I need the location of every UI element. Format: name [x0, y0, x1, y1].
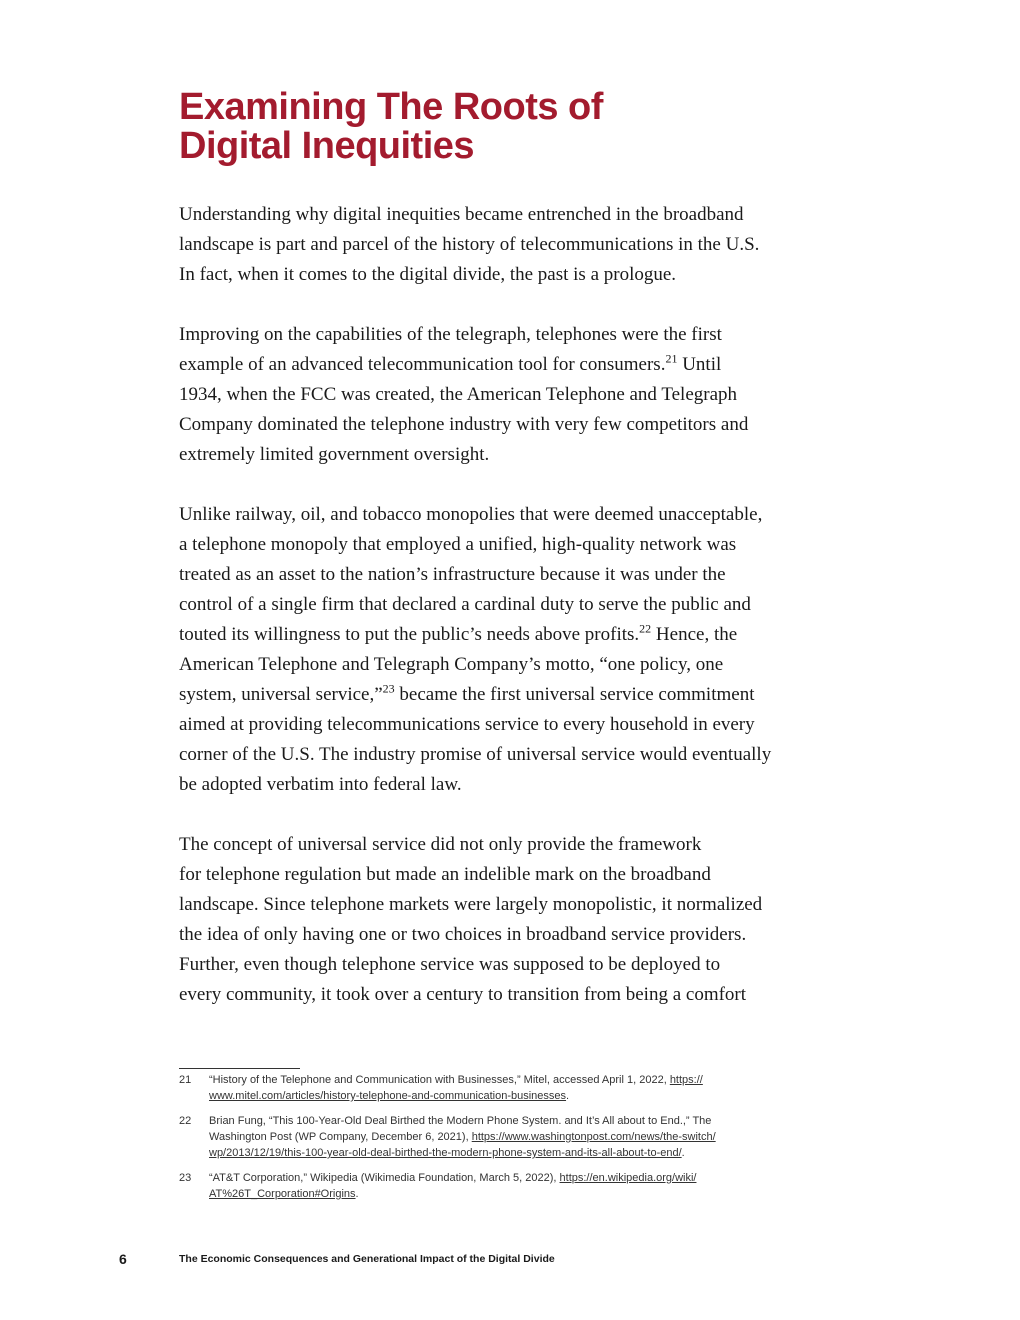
- text-line: [179, 350, 799, 380]
- footnote-21: [179, 1072, 799, 1104]
- footnote-text: .: [355, 1188, 359, 1200]
- text-fragment: system, universal service,”: [179, 684, 383, 705]
- text-line: control of a single firm that declared a cardinal duty to serve the public and: [179, 594, 751, 615]
- text-line: be adopted verbatim into federal law.: [179, 774, 462, 795]
- footnote-text: .: [681, 1147, 685, 1159]
- page-title: [179, 88, 799, 166]
- footnote-23: [179, 1170, 799, 1202]
- footnote-link[interactable]: wp/2013/12/19/this-100-year-old-deal-birthed-the-modern-phone-system-and-its-all-about-to-end/: [209, 1147, 682, 1159]
- footnote-22: [179, 1113, 799, 1161]
- footnote-line: [209, 1088, 799, 1104]
- paragraph-1: [179, 200, 799, 290]
- text-line: Understanding why digital inequities became entrenched in the broadband: [179, 204, 744, 225]
- footnote-link[interactable]: https://www.washingtonpost.com/news/the-switch/: [471, 1131, 716, 1143]
- text-line: [179, 680, 799, 710]
- paragraph-2: [179, 320, 799, 470]
- paragraph-3: [179, 500, 799, 800]
- footnote-ref-22[interactable]: 22: [639, 621, 652, 636]
- footnote-ref-23[interactable]: 23: [382, 681, 395, 696]
- text-fragment: example of an advanced telecommunication tool for consumers.: [179, 354, 666, 375]
- text-fragment: Until: [677, 354, 722, 375]
- text-line: aimed at providing telecommunications service to every household in every: [179, 714, 755, 735]
- running-title: The Economic Consequences and Generational Impact of the Digital Divide: [179, 1253, 555, 1265]
- text-line: extremely limited government oversight.: [179, 444, 490, 465]
- footnote-link[interactable]: AT%26T_Corporation#Origins: [209, 1188, 356, 1200]
- footnote-divider: [179, 1068, 300, 1069]
- text-line: American Telephone and Telegraph Company’s motto, “one policy, one: [179, 654, 724, 675]
- footnote-ref-21[interactable]: 21: [665, 351, 678, 366]
- text-line: every community, it took over a century to transition from being a comfort: [179, 984, 747, 1005]
- footnote-link[interactable]: https://en.wikipedia.org/wiki/: [559, 1172, 697, 1184]
- footnote-line: [209, 1170, 799, 1186]
- footnote-link[interactable]: www.mitel.com/articles/history-telephone-and-communication-businesses: [209, 1090, 567, 1102]
- footnote-number: 22: [179, 1115, 192, 1127]
- footnote-text: “AT&T Corporation,” Wikipedia (Wikimedia Foundation, March 5, 2022),: [209, 1172, 560, 1184]
- text-line: Further, even though telephone service was supposed to be deployed to: [179, 954, 721, 975]
- footnote-line: [209, 1145, 799, 1161]
- text-fragment: Hence, the: [651, 624, 738, 645]
- text-line: Unlike railway, oil, and tobacco monopolies that were deemed unacceptable,: [179, 504, 763, 525]
- footnote-line: [209, 1186, 799, 1202]
- text-fragment: became the first universal service commitment: [394, 684, 755, 705]
- text-line: Company dominated the telephone industry with very few competitors and: [179, 414, 749, 435]
- footnote-line: Brian Fung, “This 100-Year-Old Deal Birthed the Modern Phone System. and It’s All about to End.,” The: [209, 1115, 712, 1127]
- title-line-2: Digital Inequities: [179, 125, 475, 167]
- text-line: [179, 620, 799, 650]
- footnote-text: “History of the Telephone and Communication with Businesses,” Mitel, accessed April 1, 2022,: [209, 1074, 670, 1086]
- text-line: Improving on the capabilities of the telegraph, telephones were the first: [179, 324, 722, 345]
- paragraph-4: [179, 830, 799, 1010]
- text-fragment: touted its willingness to put the public’s needs above profits.: [179, 624, 640, 645]
- title-line-1: Examining The Roots of: [179, 86, 603, 128]
- footnotes: [179, 1072, 799, 1211]
- text-line: corner of the U.S. The industry promise of universal service would eventually: [179, 744, 772, 765]
- footnote-line: [209, 1072, 799, 1088]
- text-line: landscape. Since telephone markets were largely monopolistic, it normalized: [179, 894, 763, 915]
- footnote-number: 21: [179, 1074, 192, 1086]
- body-text: [179, 200, 799, 1040]
- footnote-number: 23: [179, 1172, 192, 1184]
- page-number: 6: [119, 1251, 127, 1267]
- text-line: 1934, when the FCC was created, the American Telephone and Telegraph: [179, 384, 738, 405]
- footnote-text: .: [566, 1090, 570, 1102]
- text-line: a telephone monopoly that employed a unified, high-quality network was: [179, 534, 737, 555]
- footnote-text: Washington Post (WP Company, December 6, 2021),: [209, 1131, 472, 1143]
- footnote-link[interactable]: https://: [669, 1074, 703, 1086]
- text-line: treated as an asset to the nation’s infrastructure because it was under the: [179, 564, 726, 585]
- text-line: In fact, when it comes to the digital divide, the past is a prologue.: [179, 264, 677, 285]
- text-line: for telephone regulation but made an indelible mark on the broadband: [179, 864, 711, 885]
- footnote-line: [209, 1129, 799, 1145]
- text-line: the idea of only having one or two choices in broadband service providers.: [179, 924, 747, 945]
- text-line: landscape is part and parcel of the history of telecommunications in the U.S.: [179, 234, 760, 255]
- text-line: The concept of universal service did not only provide the framework: [179, 834, 702, 855]
